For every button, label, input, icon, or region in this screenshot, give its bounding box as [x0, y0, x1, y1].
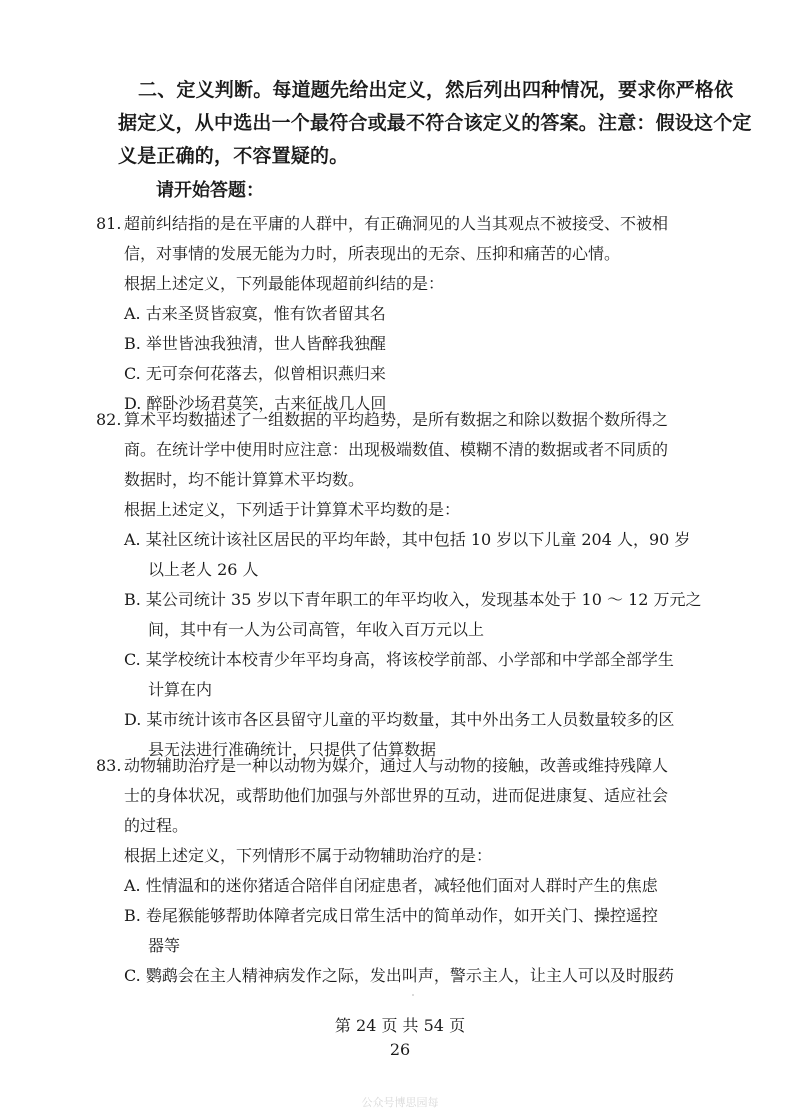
- question-83: [96, 751, 706, 991]
- question-stem-line: 的过程。: [124, 816, 189, 835]
- section-heading: [118, 74, 752, 173]
- question-prompt: 根据上述定义，下列最能体现超前纠结的是：: [124, 274, 445, 293]
- option-b: B. 举世皆浊我独清，世人皆醉我独醒: [124, 334, 386, 353]
- option-d: D. 醉卧沙场君莫笑，古来征战几人回: [124, 394, 387, 413]
- question-stem-line: 士的身体状况，或帮助他们加强与外部世界的互动，进而促进康复、适应社会: [124, 786, 669, 805]
- option-c-continuation: 计算在内: [148, 680, 213, 699]
- heading-line: 据定义，从中选出一个最符合或最不符合该定义的答案。注意：假设这个定: [118, 112, 752, 134]
- question-81: [96, 209, 706, 419]
- page-info: 第 24 页 共 54 页: [334, 1016, 466, 1035]
- heading-line: 二、定义判断。每道题先给出定义，然后列出四种情况，要求你严格依: [138, 79, 734, 101]
- option-a-continuation: 以上老人 26 人: [148, 560, 259, 579]
- heading-line: 义是正确的，不容置疑的。: [118, 145, 349, 167]
- question-stem-line: 信，对事情的发展无能为力时，所表现出的无奈、压抑和痛苦的心情。: [124, 244, 621, 263]
- option-b-continuation: 器等: [148, 936, 181, 955]
- option-c: C. 某学校统计本校青少年平均身高，将该校学前部、小学部和中学部全部学生: [124, 650, 674, 669]
- question-prompt: 根据上述定义，下列情形不属于动物辅助治疗的是：: [124, 846, 493, 865]
- option-a: A. 性情温和的迷你猪适合陪伴自闭症患者，减轻他们面对人群时产生的焦虑: [124, 876, 658, 895]
- option-a: A. 古来圣贤皆寂寞，惟有饮者留其名: [124, 304, 386, 323]
- stem-text: 超前纠结指的是在平庸的人群中，有正确洞见的人当其观点不被接受、不被相: [124, 214, 669, 233]
- question-number: 81.: [96, 214, 122, 233]
- question-number: 82.: [96, 410, 122, 429]
- option-b-continuation: 间，其中有一人为公司高管，年收入百万元以上: [148, 620, 485, 639]
- option-b: B. 卷尾猴能够帮助体障者完成日常生活中的简单动作，如开关门、操控遥控: [124, 906, 658, 925]
- stem-text: 动物辅助治疗是一种以动物为媒介，通过人与动物的接触，改善或维持残障人: [124, 756, 669, 775]
- question-prompt: 根据上述定义，下列适于计算算术平均数的是：: [124, 500, 461, 519]
- question-stem-line: [96, 405, 706, 435]
- question-82: [96, 405, 706, 765]
- question-stem-line: [96, 209, 706, 239]
- option-c: C. 鹦鹉会在主人精神病发作之际，发出叫声，警示主人，让主人可以及时服药: [124, 966, 674, 985]
- start-instruction: 请开始答题：: [156, 180, 264, 201]
- watermark: 公众号博思园每: [361, 1096, 439, 1109]
- question-stem-line: 商。在统计学中使用时应注意：出现极端数值、模糊不清的数据或者不同质的: [124, 440, 669, 459]
- stem-text: 算术平均数描述了一组数据的平均趋势，是所有数据之和除以数据个数所得之: [124, 410, 669, 429]
- option-b: B. 某公司统计 35 岁以下青年职工的年平均收入，发现基本处于 10 ～ 12 万元之: [124, 590, 702, 609]
- scan-speck: [412, 994, 414, 996]
- question-stem-line: 数据时，均不能计算算术平均数。: [124, 470, 365, 489]
- page-number: 26: [389, 1040, 411, 1059]
- question-stem-line: [96, 751, 706, 781]
- option-a: A. 某社区统计该社区居民的平均年龄，其中包括 10 岁以下儿童 204 人，90 岁: [124, 530, 691, 549]
- option-d: D. 某市统计该市各区县留守儿童的平均数量，其中外出务工人员数量较多的区: [124, 710, 675, 729]
- option-c: C. 无可奈何花落去，似曾相识燕归来: [124, 364, 386, 383]
- question-number: 83.: [96, 756, 122, 775]
- option-d-continuation: 县无法进行准确统计，只提供了估算数据: [148, 740, 437, 759]
